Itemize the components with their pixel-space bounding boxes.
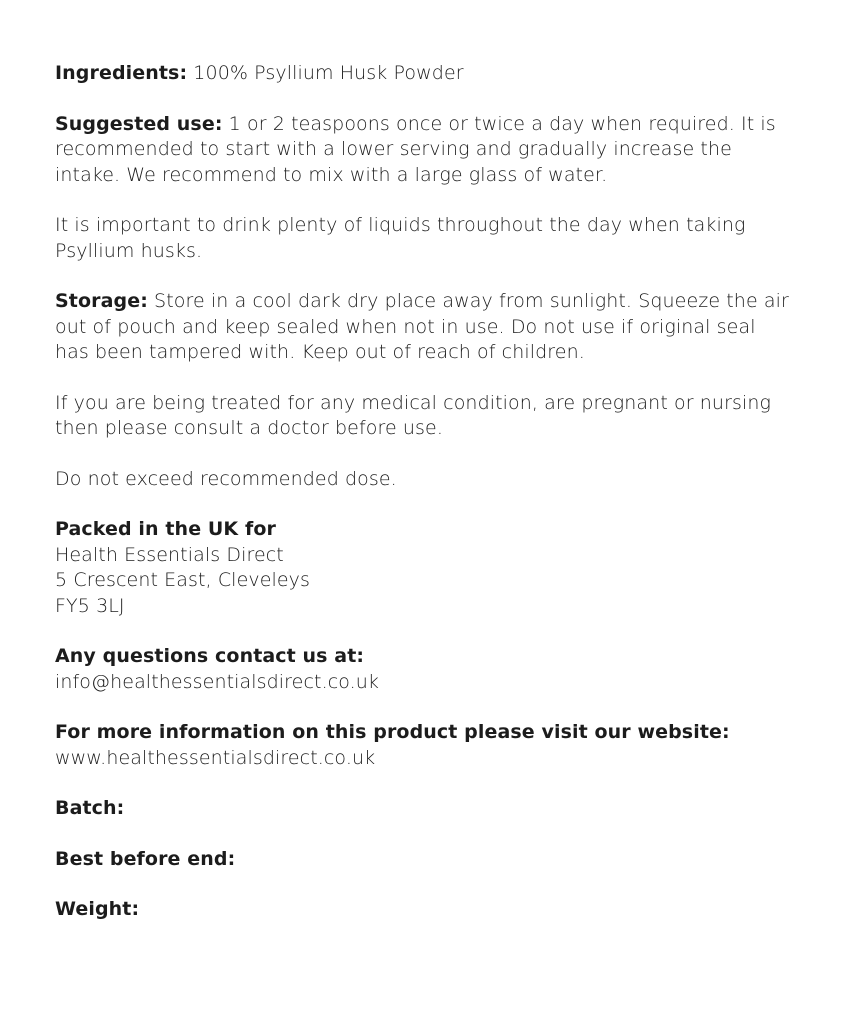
storage-section [55,289,793,366]
packed-company: Health Essentials Direct [55,543,284,566]
storage-heading: Storage: [55,290,148,312]
batch-label: Batch: [55,797,125,819]
best-before-field [55,847,793,873]
medical-note: If you are being treated for any medical condition, are pregnant or nursing then please consult a doctor before use. [55,391,772,439]
contact-section [55,644,793,695]
liquids-note: It is important to drink plenty of liquids throughout the day when taking Psyllium husks. [55,214,746,262]
contact-email: info@healthessentialsdirect.co.uk [55,670,380,693]
website-url: www.healthessentialsdirect.co.uk [55,746,376,769]
suggested-use-text: 1 or 2 teaspoons once or twice a day when required. It is recommended to start with a lower serving and gradually increase the intake. We recommend to mix with a large glass of water. [55,112,776,186]
ingredients-heading: Ingredients: [55,62,188,84]
packed-address: 5 Crescent East, Cleveleys [55,569,310,591]
packed-heading: Packed in the UK for [55,518,276,540]
weight-label: Weight: [55,898,140,920]
dose-note: Do not exceed recommended dose. [55,467,397,490]
best-before-label: Best before end: [55,847,236,870]
batch-field [55,796,793,822]
website-heading: For more information on this product please visit our website: [55,721,730,743]
ingredients-section [55,61,793,87]
suggested-use-section [55,112,793,189]
packed-section [55,517,793,619]
website-section [55,720,793,771]
weight-field [55,897,793,923]
suggested-use-heading: Suggested use: [55,112,223,135]
packed-postcode: FY5 3LJ [55,594,125,617]
storage-text: Store in a cool dark dry place away from sunlight. Squeeze the air out of pouch and keep sealed when not in use. Do not use if original seal has been tampered with. Keep out of reach of children. [55,290,789,363]
ingredients-text: 100% Psyllium Husk Powder [187,62,464,84]
contact-heading: Any questions contact us at: [55,645,365,667]
